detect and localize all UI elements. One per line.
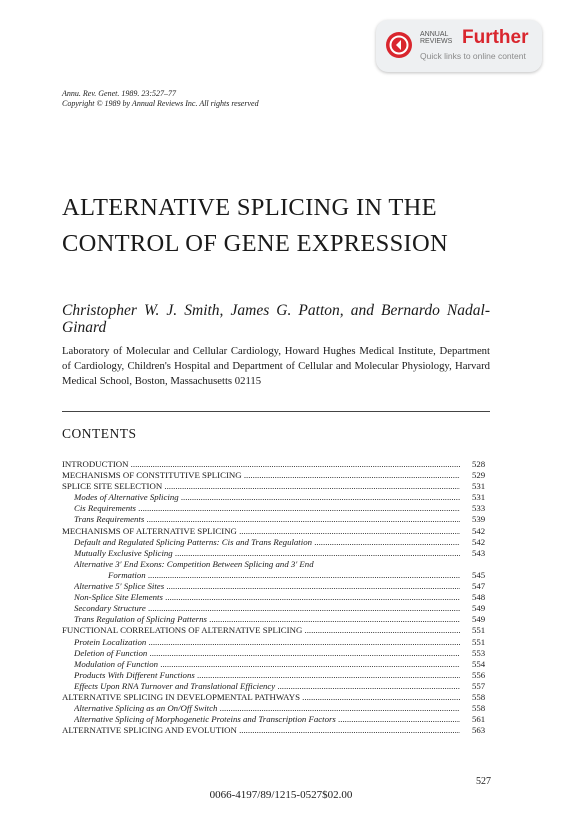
toc-entry-title: Protein Localization .....	[74, 637, 460, 648]
toc-entry-page: 531	[472, 492, 486, 503]
toc-entry[interactable]	[62, 659, 492, 670]
toc-entry-page: 558	[472, 691, 486, 702]
toc-entry-page: 543	[472, 547, 486, 558]
annual-reviews-further-banner[interactable]	[376, 20, 542, 72]
toc-entry-title: Default and Regulated Splicing Patterns: Cis and Trans Regulation .....	[74, 537, 460, 548]
annual-reviews-wordmark: ANNUAL REVIEWS	[420, 31, 453, 45]
page-number: 527	[476, 776, 491, 787]
toc-entry[interactable]	[62, 648, 492, 659]
toc-entry-title: Alternative Splicing of Morphogenetic Proteins and Transcription Factors .....	[74, 714, 460, 725]
toc-entry[interactable]	[62, 637, 492, 648]
toc-entry-title: Trans Requirements .....	[74, 514, 460, 525]
toc-entry-title: Secondary Structure .....	[74, 603, 460, 614]
divider-rule	[62, 411, 490, 412]
toc-entry[interactable]	[62, 492, 492, 503]
toc-entry[interactable]	[62, 692, 492, 703]
toc-entry-page: 554	[472, 658, 486, 669]
toc-entry[interactable]	[62, 526, 492, 537]
toc-entry-page: 542	[472, 525, 486, 536]
toc-entry-title: Deletion of Function .....	[74, 648, 460, 659]
toc-entry-page: 563	[472, 725, 486, 736]
toc-entry-title: MECHANISMS OF CONSTITUTIVE SPLICING .....	[62, 470, 460, 481]
toc-entry[interactable]	[62, 459, 492, 470]
toc-entry-page: 549	[472, 603, 486, 614]
toc-entry-title: Alternative 3′ End Exons: Competition Between Splicing and 3′ End	[74, 558, 314, 569]
toc-entry-page: 556	[472, 669, 486, 680]
toc-entry[interactable]	[62, 514, 492, 525]
toc-entry-page: 551	[472, 636, 486, 647]
title-line-2: CONTROL OF GENE EXPRESSION	[62, 230, 448, 257]
toc-entry[interactable]	[62, 625, 492, 636]
article-code: 0066-4197/89/1215-0527$02.00	[209, 789, 353, 801]
toc-entry-page: 549	[472, 614, 486, 625]
toc-entry-title: Non-Splice Site Elements .....	[74, 592, 460, 603]
further-label: Further	[462, 27, 529, 48]
toc-entry-page: 528	[472, 459, 486, 469]
title-line-1: ALTERNATIVE SPLICING IN THE	[62, 194, 437, 221]
toc-entry-title: Trans Regulation of Splicing Patterns .....	[74, 614, 460, 625]
toc-entry[interactable]	[62, 592, 492, 603]
toc-entry-page: 557	[472, 680, 486, 691]
toc-entry[interactable]	[62, 559, 492, 570]
toc-entry-page: 542	[472, 536, 486, 547]
toc-entry[interactable]	[62, 470, 492, 481]
toc-entry-title: Effects Upon RNA Turnover and Translational Efficiency .....	[74, 681, 460, 692]
toc-entry-page: 551	[472, 625, 486, 636]
toc-entry[interactable]	[62, 481, 492, 492]
play-arrow-icon	[386, 32, 412, 58]
toc-entry-page: 547	[472, 581, 486, 592]
toc-entry-title: SPLICE SITE SELECTION .....	[62, 481, 460, 492]
copyright-line: Copyright © 1989 by Annual Reviews Inc. All rights reserved	[62, 99, 259, 108]
toc-entry[interactable]	[62, 614, 492, 625]
toc-entry-page: 558	[472, 703, 486, 714]
toc-entry-title: INTRODUCTION .....	[62, 459, 460, 470]
contents-heading: CONTENTS	[62, 426, 137, 441]
toc-entry-title: Products With Different Functions .....	[74, 670, 460, 681]
toc-entry-page: 531	[472, 481, 486, 492]
table-of-contents	[62, 459, 492, 736]
toc-entry-title: ALTERNATIVE SPLICING IN DEVELOPMENTAL PATHWAYS .....	[62, 692, 460, 703]
toc-entry-title: Mutually Exclusive Splicing .....	[74, 548, 460, 559]
toc-entry[interactable]	[62, 581, 492, 592]
toc-entry-page: 533	[472, 503, 486, 514]
quick-links-text: Quick links to online content	[420, 51, 526, 61]
toc-entry-title: MECHANISMS OF ALTERNATIVE SPLICING .....	[62, 526, 460, 537]
toc-entry-title: Alternative Splicing as an On/Off Switch .....	[74, 703, 460, 714]
affiliation: Laboratory of Molecular and Cellular Cardiology, Howard Hughes Medical Institute, Department of Cardiology, Children's Hospital and Department of Cellular and Molecular Physiology, Harvard Medical School, Boston, Massachusetts 02115	[62, 345, 490, 387]
article-title	[62, 190, 502, 262]
toc-entry[interactable]	[62, 681, 492, 692]
toc-entry[interactable]	[62, 670, 492, 681]
toc-entry-page: 539	[472, 514, 486, 525]
toc-entry[interactable]	[62, 503, 492, 514]
toc-entry-title: Cis Requirements .....	[74, 503, 460, 514]
toc-entry-title: Formation .....	[108, 570, 460, 581]
toc-entry-page: 548	[472, 592, 486, 603]
toc-entry-page: 553	[472, 647, 486, 658]
toc-entry-title: FUNCTIONAL CORRELATIONS OF ALTERNATIVE SPLICING .....	[62, 625, 460, 636]
toc-entry[interactable]	[62, 714, 492, 725]
toc-entry[interactable]	[62, 570, 492, 581]
journal-citation: Annu. Rev. Genet. 1989. 23:527–77	[62, 89, 177, 98]
toc-entry-page: 561	[472, 714, 486, 725]
toc-entry[interactable]	[62, 725, 492, 736]
toc-entry[interactable]	[62, 703, 492, 714]
toc-entry-title: Modes of Alternative Splicing .....	[74, 492, 460, 503]
toc-entry-page: 529	[472, 470, 486, 481]
toc-entry[interactable]	[62, 603, 492, 614]
toc-entry-title: Alternative 5′ Splice Sites .....	[74, 581, 460, 592]
toc-entry[interactable]	[62, 548, 492, 559]
toc-entry-title: ALTERNATIVE SPLICING AND EVOLUTION .....	[62, 725, 460, 736]
authors: Christopher W. J. Smith, James G. Patton, and Bernardo Nadal-Ginard	[62, 302, 490, 336]
toc-entry-title: Modulation of Function .....	[74, 659, 460, 670]
toc-entry-page: 545	[472, 569, 486, 580]
toc-entry[interactable]	[62, 537, 492, 548]
